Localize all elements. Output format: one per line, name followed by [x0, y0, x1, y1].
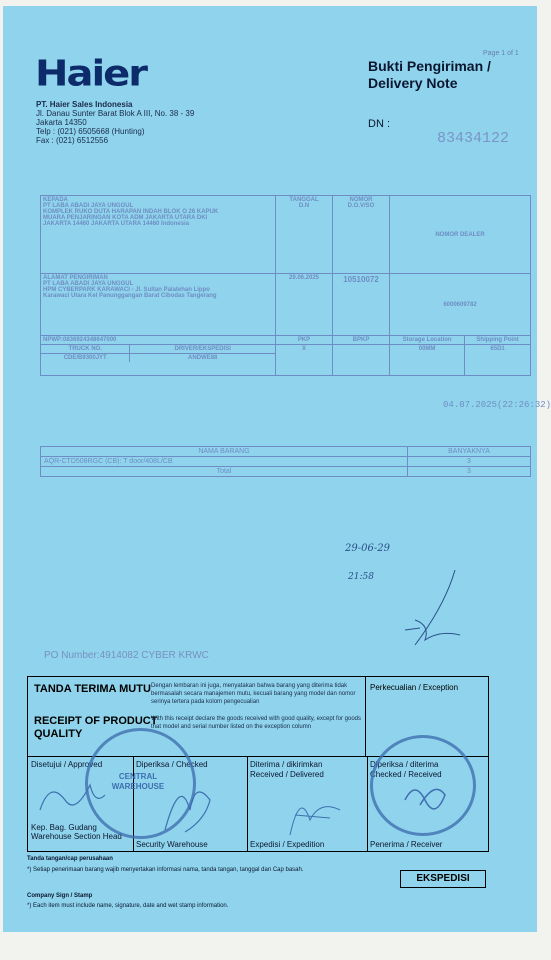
bpkp-label: BPKP: [333, 336, 390, 345]
driver-value: ANDWE88: [188, 355, 218, 361]
shipping-label: Shipping Point: [465, 336, 531, 345]
col-banyaknya: BANYAKNYA: [408, 447, 531, 457]
approved-label: Disetujui / Approved: [31, 760, 103, 769]
tanggal-label: TANGGAL: [289, 197, 319, 203]
shipping-value: 65D1: [465, 345, 531, 376]
expedition-signature: [270, 780, 350, 840]
receiver-label: Penerima / Receiver: [370, 840, 443, 849]
dealer-header: [390, 196, 531, 274]
kepada-label: KEPADA: [43, 197, 68, 203]
item-name: AQR-CTD508RGC (CB): T door/408L/CB: [41, 457, 408, 467]
received-delivered-label: [250, 760, 324, 780]
sign-stamp-id: Tanda tangan/cap perusahaan: [27, 856, 113, 862]
nomor-label: NOMOR: [349, 197, 373, 203]
truck-value: CDE/B9300JYT: [41, 354, 130, 363]
checked-received: Checked / Received: [370, 770, 442, 779]
dealer-value: 6000609782: [390, 274, 531, 336]
info-table: [40, 195, 531, 376]
items-table: [40, 446, 531, 477]
tanda-terima-text: Dengan lembaran ini juga, menyatakan bahwa barang yang diterima tidak bermasalah secara manajemen mutu, kecuali barang yang model dan nomor serinya tertera pada kolom pengecualian: [151, 683, 356, 705]
table-row: [41, 457, 531, 467]
po-number: PO Number:4914082 CYBER KRWC: [44, 650, 209, 661]
driver-label: DRIVER/EKSPEDISI: [130, 345, 275, 354]
dn-number: 83434122: [437, 130, 510, 147]
security-warehouse-label: Security Warehouse: [136, 840, 208, 849]
alamat-label: ALAMAT PENGIRIMAN: [43, 275, 108, 281]
kepada-address-3: JAKARTA 14460 JAKARTA UTARA 14460 Indonesia: [43, 221, 190, 227]
approved-signature: [30, 770, 110, 820]
truck-driver-cell: [41, 345, 276, 376]
kepada-address-1: KOMPLEK RUKO DUTA HARAPAN INDAH BLOK O 26 KAPUK: [43, 209, 219, 215]
handwritten-time: 21:58: [348, 572, 374, 582]
col-nama-barang: NAMA BARANG: [41, 447, 408, 457]
storage-label: Storage Location: [390, 336, 465, 345]
dn-label: DN :: [368, 118, 390, 130]
stamp-text: CENTRAL WAREHOUSE: [111, 772, 165, 791]
document-title: [368, 58, 491, 92]
diperiksa-diterima: Diperiksa / diterima: [370, 760, 439, 769]
alamat-name: PT LABA ABADI JAYA UNGGUL: [43, 281, 134, 287]
diterima-label: Diterima / dikirimkan: [250, 760, 323, 769]
company-address-2: Jakarta 14350: [36, 118, 87, 127]
handwritten-date: 29-06-29: [345, 543, 390, 554]
handwritten-signature: [385, 560, 495, 650]
receiver-signature: [395, 775, 455, 820]
item-qty: 3: [408, 457, 531, 467]
page-indicator: Page 1 of 1: [483, 50, 519, 57]
tanggal-sub: D.N: [298, 203, 310, 209]
checked-label: Diperiksa / Checked: [136, 760, 208, 769]
printed-datetime: 04.07.2025(22:26:32): [443, 400, 551, 410]
alamat-cell: [41, 274, 276, 336]
haier-logo: Haier: [35, 53, 147, 95]
note-id: *) Setiap penerimaan barang wajib menyertakan informasi nama, tanda tangan, tanggal dan Cap basah.: [27, 867, 304, 873]
expedition-label: Expedisi / Expedition: [250, 840, 325, 849]
company-telp: Telp : (021) 6505668 (Hunting): [36, 127, 145, 136]
warehouse-section-head: Warehouse Section Head: [31, 832, 122, 841]
company-name: PT. Haier Sales Indonesia: [36, 100, 133, 109]
kepada-cell: [41, 196, 276, 274]
npwp: NPWP:0836924348647000: [41, 336, 276, 345]
company-block: [36, 100, 194, 145]
alamat-address-2: Karawaci Utara Kel Panunggangan Barat Cibodas Tangerang: [43, 293, 217, 299]
nomor-value: 10510072: [333, 274, 390, 336]
storage-value: 00MM: [390, 345, 465, 376]
pkp-label: PKP: [276, 336, 333, 345]
title-line-2: Delivery Note: [368, 75, 458, 91]
total-label: Total: [41, 467, 408, 477]
company-fax: Fax : (021) 6512556: [36, 136, 109, 145]
title-line-1: Bukti Pengiriman /: [368, 58, 491, 74]
nomor-sub: D.O.V/SO: [347, 203, 375, 209]
received-delivered: Received / Delivered: [250, 770, 324, 779]
tanggal-value: 29.06.2025: [276, 274, 333, 336]
dealer-label: NOMOR DEALER: [435, 231, 485, 238]
nomor-header: [333, 196, 390, 274]
kep-bag-gudang: Kep. Bag. Gudang: [31, 823, 97, 832]
tanggal-header: [276, 196, 333, 274]
truck-label: TRUCK NO.: [41, 345, 130, 354]
sign-stamp-en: Company Sign / Stamp: [27, 893, 93, 899]
alamat-address-1: HPM CYBERPARK KARAWACI - Jl. Sultan Palatehan Lippo: [43, 287, 210, 293]
kepada-address-2: MUARA PENJARINGAN KOTA ADM JAKARTA UTARA DKI: [43, 215, 208, 221]
exception-label: Perkecualian / Exception: [370, 683, 459, 692]
exception-divider: [365, 677, 366, 757]
tanda-terima-title: TANDA TERIMA MUTU: [34, 683, 151, 695]
checked-signature: [150, 770, 220, 840]
pkp-value: X: [276, 345, 333, 376]
total-value: 3: [408, 467, 531, 477]
bpkp-value: [333, 345, 390, 376]
receipt-title: RECEIPT OF PRODUCT QUALITY: [34, 715, 158, 740]
company-address-1: Jl. Danau Sunter Barat Blok A III, No. 38 - 39: [36, 109, 195, 118]
receipt-text: With this receipt declare the goods received with good quality, except for goods that model and serial number listed on the exception column: [151, 716, 362, 730]
kepada-name: PT LABA ABADI JAYA UNGGUL: [43, 203, 134, 209]
note-en: *) Each item must include name, signature, date and wet stamp information.: [27, 903, 229, 909]
ekspedisi-box: EKSPEDISI: [400, 870, 486, 888]
